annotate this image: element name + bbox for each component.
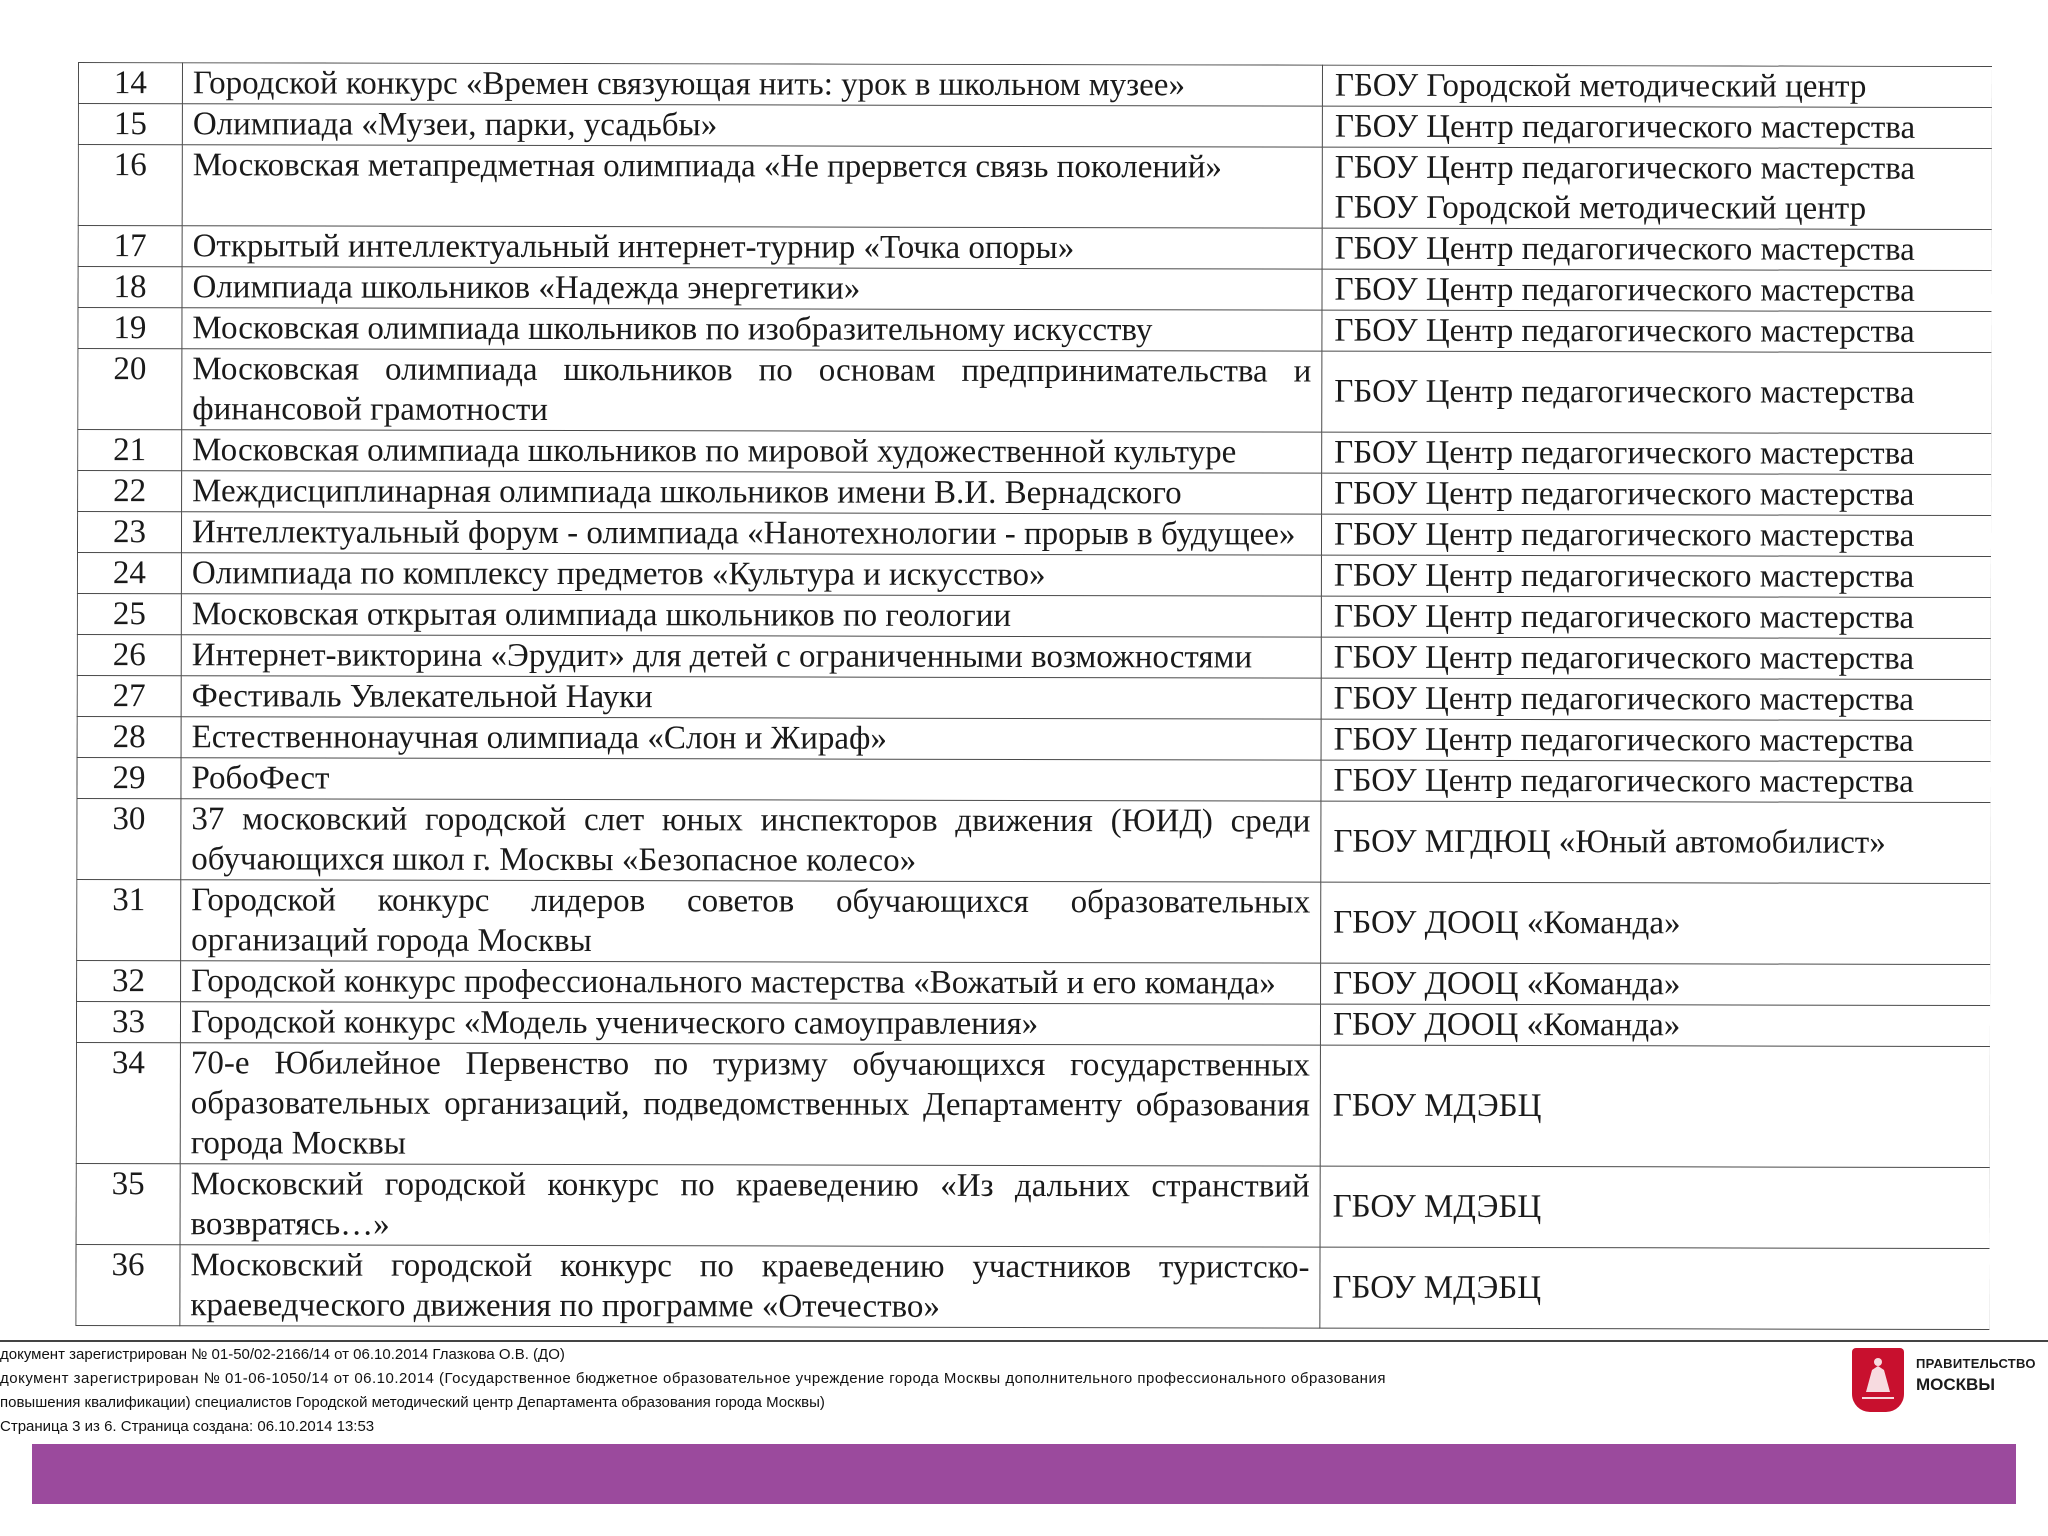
organizer-name: ГБОУ Центр педагогического мастерства: [1333, 680, 1914, 718]
event-name: Междисциплинарная олимпиада школьников имени В.И. Вернадского: [182, 471, 1322, 514]
event-name: Городской конкурс профессионального мастерства «Вожатый и его команда»: [181, 961, 1321, 1004]
slide-accent-bar: [32, 1444, 2016, 1504]
event-name: Московская открытая олимпиада школьников по геологии: [181, 594, 1321, 637]
organizer-name: ГБОУ Центр педагогического мастерства: [1333, 598, 1915, 636]
organizer: [1321, 760, 1991, 802]
table-row: [77, 675, 1991, 720]
event-name: Московская метапредметная олимпиада «Не прервется связь поколений»: [182, 145, 1322, 228]
table-row: [78, 430, 1992, 475]
organizer-name: ГБОУ МГДЮЦ «Юный автомобилист»: [1333, 823, 1886, 861]
row-number: 19: [78, 308, 182, 349]
organizer: [1322, 147, 1992, 229]
row-number: 32: [77, 960, 181, 1001]
organizer: [1321, 963, 1991, 1005]
event-name: Московская олимпиада школьников по изобразительному искусству: [182, 308, 1322, 351]
table-row: [78, 63, 1992, 108]
row-number: 33: [76, 1001, 180, 1042]
organizer-name: ГБОУ Городской методический центр: [1334, 189, 1867, 227]
organizer-name: ГБОУ Центр педагогического мастерства: [1333, 639, 1915, 677]
table-row: [76, 1163, 1990, 1248]
event-name: Фестиваль Увлекательной Науки: [181, 676, 1321, 719]
organizer: [1322, 106, 1992, 148]
organizer: [1320, 1004, 1990, 1046]
organizer-name: ГБОУ Центр педагогического мастерства: [1334, 230, 1915, 268]
event-name: Московский городской конкурс по краеведению «Из дальних странствий возвратясь…»: [180, 1164, 1320, 1247]
organizer-name: ГБОУ МДЭБЦ: [1332, 1269, 1542, 1307]
organizer-name: ГБОУ Центр педагогического мастерства: [1333, 516, 1915, 554]
event-name: Олимпиада «Музеи, парки, усадьбы»: [182, 104, 1322, 147]
event-name: Олимпиада по комплексу предметов «Культура и искусство»: [181, 553, 1321, 596]
organizer: [1321, 882, 1991, 964]
organizer: [1322, 432, 1992, 474]
organizer-name: ГБОУ Центр педагогического мастерства: [1334, 373, 1915, 411]
row-number: 23: [77, 512, 181, 553]
event-name: Московская олимпиада школьников по мировой художественной культуре: [182, 430, 1322, 473]
organizer-name: ГБОУ Центр педагогического мастерства: [1333, 762, 1914, 800]
organizer: [1322, 228, 1992, 270]
table-row: [77, 798, 1991, 883]
table-row: [77, 512, 1991, 557]
row-number: 17: [78, 226, 182, 267]
table-row: [77, 716, 1991, 761]
organizer-name: ГБОУ Центр педагогического мастерства: [1334, 149, 1916, 187]
registration-footer: [0, 1340, 2048, 1458]
table-row: [77, 593, 1991, 638]
qualification-line: повышения квалификации) специалистов Городской методический центр Департамента образования города Москвы): [0, 1394, 825, 1411]
table-row: [76, 1001, 1990, 1046]
event-name: 70-е Юбилейное Первенство по туризму обучающихся государственных образовательных организаций, подведомственных Департаменту образования города Москвы: [180, 1043, 1320, 1166]
table-row: [77, 634, 1991, 679]
organizer: [1321, 801, 1991, 883]
event-name: Московский городской конкурс по краеведению участников туристско-краеведческого движения по программе «Отечество»: [180, 1245, 1320, 1328]
table-row: [76, 1042, 1990, 1167]
registration-line-2: [0, 1370, 1386, 1388]
table-row: [77, 879, 1991, 964]
row-number: 20: [78, 349, 182, 430]
footer-text-block: [0, 1346, 1820, 1456]
organizer-name: ГБОУ ДООЦ «Команда»: [1333, 965, 1681, 1003]
row-number: 24: [77, 553, 181, 594]
row-number: 29: [77, 757, 181, 798]
row-number: 14: [78, 63, 182, 104]
government-label-line1: ПРАВИТЕЛЬСТВО: [1916, 1356, 2036, 1371]
organizer: [1322, 269, 1992, 311]
event-name: Олимпиада школьников «Надежда энергетики»: [182, 267, 1322, 310]
organizer: [1322, 351, 1992, 433]
organizer: [1321, 514, 1991, 556]
organizer-name: ГБОУ Центр педагогического мастерства: [1334, 475, 1915, 513]
organizer-name: ГБОУ Центр педагогического мастерства: [1334, 271, 1915, 309]
organizer: [1321, 596, 1991, 638]
organizer-name: ГБОУ МДЭБЦ: [1332, 1087, 1542, 1125]
table-row: [78, 104, 1992, 149]
organizer: [1321, 555, 1991, 597]
registration-line: документ зарегистрирован № 01-50/02-2166/14 от 06.10.2014 Глазкова О.В. (ДО): [0, 1346, 565, 1363]
table-row: [78, 267, 1992, 312]
row-number: 30: [77, 798, 181, 879]
organizer-name: ГБОУ Городской методический центр: [1334, 67, 1867, 105]
table-row: [77, 960, 1991, 1005]
table-row: [77, 553, 1991, 598]
events-table: [75, 62, 1992, 1330]
organizer: [1322, 473, 1992, 515]
organizer: [1320, 1045, 1990, 1167]
event-name: Интернет-викторина «Эрудит» для детей с ограниченными возможностями: [181, 635, 1321, 678]
document-table-area: [75, 62, 1992, 1368]
event-name: Естественнонаучная олимпиада «Слон и Жираф»: [181, 717, 1321, 760]
moscow-coat-of-arms-icon: [1852, 1348, 1904, 1412]
organizer-name: ГБОУ Центр педагогического мастерства: [1333, 721, 1914, 759]
table-row: [76, 1244, 1990, 1329]
row-number: 25: [77, 593, 181, 634]
organizer: [1322, 65, 1992, 107]
event-name: РобоФест: [181, 758, 1321, 801]
event-name: Городской конкурс лидеров советов обучающихся образовательных организаций города Москвы: [181, 880, 1321, 963]
table-row: [78, 349, 1992, 434]
row-number: 34: [76, 1042, 180, 1163]
row-number: 31: [77, 879, 181, 960]
row-number: 16: [78, 145, 182, 226]
organizer-name: ГБОУ МДЭБЦ: [1332, 1188, 1542, 1226]
organizer: [1321, 637, 1991, 679]
government-label-line2: МОСКВЫ: [1916, 1375, 1995, 1394]
event-name: 37 московский городской слет юных инспекторов движения (ЮИД) среди обучающихся школ г. Москвы «Безопасное колесо»: [181, 799, 1321, 882]
government-label: [1916, 1356, 2046, 1395]
row-number: 28: [77, 716, 181, 757]
organizer-name: ГБОУ Центр педагогического мастерства: [1334, 108, 1916, 146]
organizer-name: ГБОУ Центр педагогического мастерства: [1334, 434, 1915, 472]
page-info-line: Страница 3 из 6. Страница создана: 06.10.2014 13:53: [0, 1418, 375, 1435]
row-number: 26: [77, 634, 181, 675]
row-number: 18: [78, 267, 182, 308]
event-name: Открытый интеллектуальный интернет-турнир «Точка опоры»: [182, 226, 1322, 269]
row-number: 36: [76, 1244, 180, 1325]
organizer-name: ГБОУ Центр педагогического мастерства: [1333, 557, 1915, 595]
organizer: [1320, 1166, 1990, 1248]
table-row: [78, 226, 1992, 271]
registration-line-2-text: документ зарегистрирован № 01-06-1050/14 от 06.10.2014 (Государственное бюджетное образовательное учреждение города Москвы дополнительного профессионального образования: [0, 1370, 1386, 1387]
table-row: [78, 471, 1992, 516]
table-row: [77, 757, 1991, 802]
table-row: [78, 308, 1992, 353]
organizer-name: ГБОУ Центр педагогического мастерства: [1334, 312, 1915, 350]
row-number: 35: [76, 1163, 180, 1244]
event-name: Московская олимпиада школьников по основам предпринимательства и финансовой грамотности: [182, 349, 1322, 432]
row-number: 15: [78, 104, 182, 145]
event-name: Городской конкурс «Времен связующая нить: урок в школьном музее»: [182, 63, 1322, 106]
table-row: [78, 145, 1992, 230]
event-name: Интеллектуальный форум - олимпиада «Нанотехнологии - прорыв в будущее»: [181, 512, 1321, 555]
event-name: Городской конкурс «Модель ученического самоуправления»: [180, 1002, 1320, 1045]
organizer: [1321, 719, 1991, 761]
organizer-name: ГБОУ ДООЦ «Команда»: [1333, 904, 1681, 942]
organizer: [1321, 678, 1991, 720]
organizer: [1320, 1247, 1990, 1329]
row-number: 22: [78, 471, 182, 512]
row-number: 27: [77, 675, 181, 716]
row-number: 21: [78, 430, 182, 471]
organizer-name: ГБОУ ДООЦ «Команда»: [1332, 1006, 1681, 1044]
table-body: [76, 63, 1992, 1330]
organizer: [1322, 310, 1992, 352]
